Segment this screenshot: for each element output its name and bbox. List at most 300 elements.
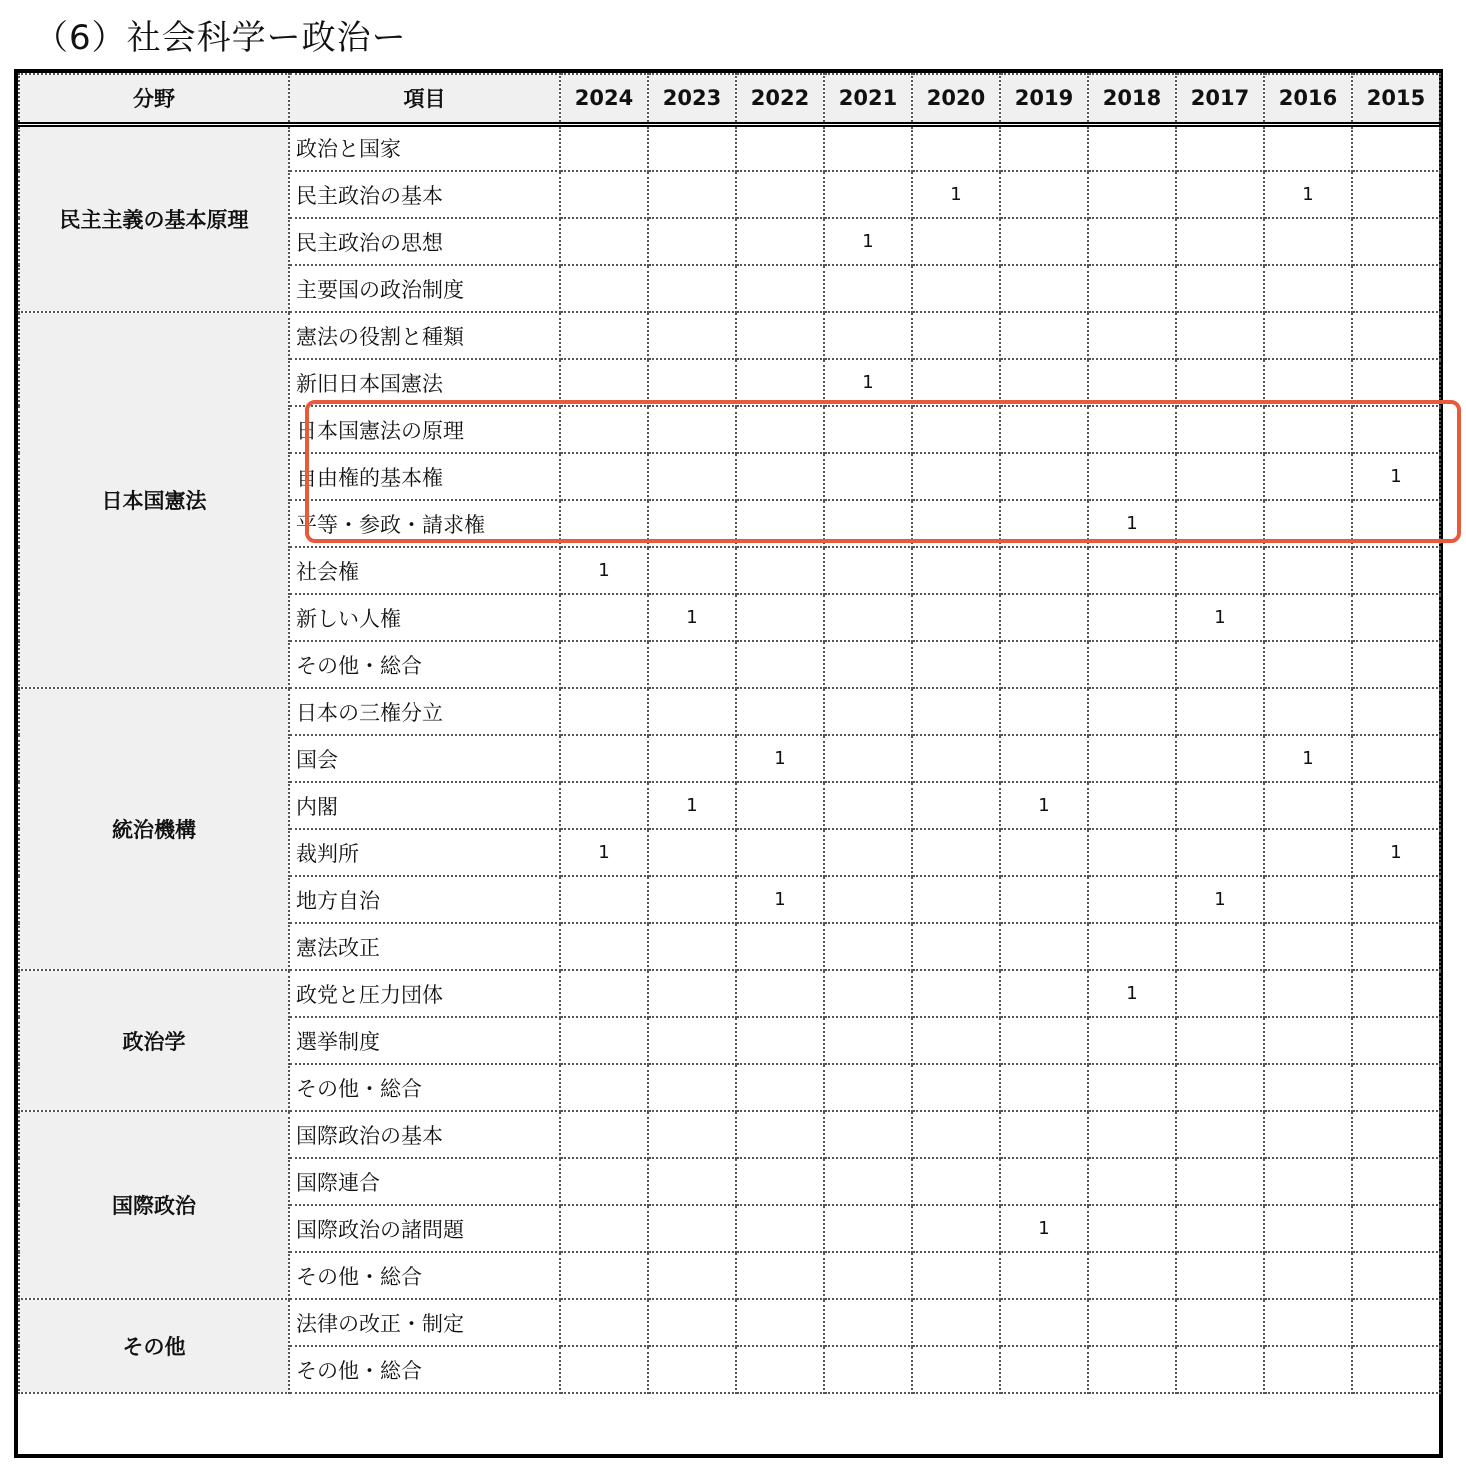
value-cell — [1176, 500, 1264, 547]
value-cell — [1264, 1252, 1352, 1299]
value-cell: 1 — [1088, 500, 1176, 547]
value-cell — [648, 970, 736, 1017]
value-cell — [1088, 453, 1176, 500]
value-cell — [1264, 1111, 1352, 1158]
value-cell — [1352, 1299, 1440, 1346]
value-cell — [648, 312, 736, 359]
value-cell — [648, 406, 736, 453]
table-row — [19, 124, 1440, 171]
value-cell — [824, 406, 912, 453]
value-cell: 1 — [1000, 1205, 1088, 1252]
value-cell — [1088, 1017, 1176, 1064]
value-cell — [736, 547, 824, 594]
value-cell — [1352, 312, 1440, 359]
value-cell — [1088, 594, 1176, 641]
value-cell — [1176, 547, 1264, 594]
value-cell — [912, 312, 1000, 359]
value-cell — [736, 500, 824, 547]
value-cell — [1088, 406, 1176, 453]
value-cell — [648, 1205, 736, 1252]
value-cell — [912, 641, 1000, 688]
value-cell — [1352, 876, 1440, 923]
section-label: 民主主義の基本原理 — [19, 124, 289, 312]
value-cell — [824, 876, 912, 923]
value-cell — [560, 265, 648, 312]
value-cell — [736, 124, 824, 171]
value-cell — [1264, 218, 1352, 265]
item-label: 地方自治 — [289, 876, 560, 923]
value-cell — [1088, 124, 1176, 171]
value-cell — [648, 453, 736, 500]
column-header-year: 2021 — [824, 74, 912, 124]
value-cell — [1352, 1205, 1440, 1252]
value-cell — [1264, 1158, 1352, 1205]
value-cell — [1352, 1064, 1440, 1111]
section-label: 政治学 — [19, 970, 289, 1111]
value-cell — [1088, 688, 1176, 735]
item-label: 内閣 — [289, 782, 560, 829]
value-cell — [1000, 1252, 1088, 1299]
value-cell — [1352, 171, 1440, 218]
value-cell: 1 — [1352, 453, 1440, 500]
value-cell — [912, 453, 1000, 500]
value-cell: 1 — [736, 876, 824, 923]
item-label: 民主政治の基本 — [289, 171, 560, 218]
value-cell — [912, 265, 1000, 312]
value-cell: 1 — [824, 359, 912, 406]
value-cell: 1 — [1352, 829, 1440, 876]
value-cell — [1264, 923, 1352, 970]
value-cell — [1088, 547, 1176, 594]
value-cell — [1264, 782, 1352, 829]
value-cell — [560, 1205, 648, 1252]
value-cell — [1352, 500, 1440, 547]
item-label: 選挙制度 — [289, 1017, 560, 1064]
value-cell — [1000, 1111, 1088, 1158]
value-cell — [560, 970, 648, 1017]
value-cell — [736, 923, 824, 970]
value-cell — [1000, 218, 1088, 265]
value-cell — [560, 406, 648, 453]
value-cell — [1264, 641, 1352, 688]
value-cell — [560, 124, 648, 171]
value-cell — [912, 547, 1000, 594]
item-label: 憲法の役割と種類 — [289, 312, 560, 359]
value-cell — [1176, 641, 1264, 688]
value-cell — [1000, 1158, 1088, 1205]
item-label: 政党と圧力団体 — [289, 970, 560, 1017]
value-cell — [1264, 688, 1352, 735]
table-grid — [18, 73, 1441, 1394]
item-label: 自由権的基本権 — [289, 453, 560, 500]
value-cell — [912, 1158, 1000, 1205]
value-cell — [736, 594, 824, 641]
value-cell — [1088, 359, 1176, 406]
value-cell — [1000, 265, 1088, 312]
value-cell — [736, 1346, 824, 1393]
value-cell — [1088, 829, 1176, 876]
column-header-year: 2023 — [648, 74, 736, 124]
value-cell — [824, 688, 912, 735]
value-cell — [1352, 782, 1440, 829]
value-cell — [1264, 500, 1352, 547]
value-cell — [1264, 124, 1352, 171]
value-cell — [736, 829, 824, 876]
value-cell — [1176, 1299, 1264, 1346]
value-cell — [1352, 124, 1440, 171]
table-row — [19, 970, 1440, 1017]
value-cell — [736, 1205, 824, 1252]
value-cell — [1352, 594, 1440, 641]
value-cell — [824, 923, 912, 970]
value-cell: 1 — [1264, 171, 1352, 218]
value-cell — [1352, 970, 1440, 1017]
value-cell — [1352, 735, 1440, 782]
value-cell — [824, 1252, 912, 1299]
value-cell: 1 — [1000, 782, 1088, 829]
value-cell — [824, 124, 912, 171]
value-cell — [1000, 923, 1088, 970]
value-cell — [1000, 1346, 1088, 1393]
value-cell — [824, 265, 912, 312]
value-cell — [1264, 1299, 1352, 1346]
section-label: 国際政治 — [19, 1111, 289, 1299]
value-cell — [1352, 218, 1440, 265]
column-header-year: 2015 — [1352, 74, 1440, 124]
value-cell — [1176, 782, 1264, 829]
value-cell — [1176, 124, 1264, 171]
value-cell: 1 — [1088, 970, 1176, 1017]
value-cell — [648, 829, 736, 876]
value-cell — [560, 923, 648, 970]
value-cell — [648, 500, 736, 547]
value-cell — [1000, 641, 1088, 688]
value-cell — [912, 688, 1000, 735]
value-cell — [648, 1111, 736, 1158]
value-cell — [1264, 1205, 1352, 1252]
value-cell — [736, 641, 824, 688]
value-cell — [824, 1158, 912, 1205]
value-cell — [912, 1299, 1000, 1346]
item-label: 日本の三権分立 — [289, 688, 560, 735]
value-cell — [1352, 359, 1440, 406]
item-label: 主要国の政治制度 — [289, 265, 560, 312]
value-cell — [560, 453, 648, 500]
item-label: 政治と国家 — [289, 124, 560, 171]
value-cell — [1264, 1017, 1352, 1064]
value-cell — [824, 171, 912, 218]
section-label: 統治機構 — [19, 688, 289, 970]
value-cell — [736, 1017, 824, 1064]
item-label: その他・総合 — [289, 1346, 560, 1393]
value-cell — [1088, 1252, 1176, 1299]
value-cell — [1264, 406, 1352, 453]
column-header-year: 2020 — [912, 74, 1000, 124]
value-cell — [1088, 876, 1176, 923]
value-cell — [1264, 265, 1352, 312]
value-cell — [1264, 970, 1352, 1017]
value-cell — [560, 312, 648, 359]
value-cell — [1352, 406, 1440, 453]
item-label: 民主政治の思想 — [289, 218, 560, 265]
value-cell — [912, 970, 1000, 1017]
value-cell — [824, 829, 912, 876]
value-cell — [1264, 359, 1352, 406]
value-cell — [912, 1205, 1000, 1252]
value-cell: 1 — [648, 594, 736, 641]
value-cell — [1088, 641, 1176, 688]
value-cell — [736, 1299, 824, 1346]
value-cell — [1088, 218, 1176, 265]
value-cell — [648, 688, 736, 735]
table-body — [19, 124, 1440, 1393]
value-cell — [1176, 1111, 1264, 1158]
value-cell — [824, 312, 912, 359]
value-cell — [1352, 1252, 1440, 1299]
value-cell — [1088, 1205, 1176, 1252]
value-cell — [824, 1346, 912, 1393]
value-cell — [824, 1017, 912, 1064]
value-cell — [1088, 923, 1176, 970]
value-cell: 1 — [912, 171, 1000, 218]
value-cell — [1088, 265, 1176, 312]
value-cell — [1000, 876, 1088, 923]
value-cell — [912, 500, 1000, 547]
value-cell — [736, 218, 824, 265]
value-cell — [1176, 1252, 1264, 1299]
value-cell — [648, 171, 736, 218]
value-cell — [1264, 876, 1352, 923]
value-cell — [1264, 453, 1352, 500]
value-cell — [560, 641, 648, 688]
value-cell — [1352, 1017, 1440, 1064]
value-cell — [1176, 359, 1264, 406]
value-cell: 1 — [560, 547, 648, 594]
value-cell — [1088, 171, 1176, 218]
value-cell — [648, 265, 736, 312]
value-cell: 1 — [1176, 594, 1264, 641]
value-cell — [912, 735, 1000, 782]
value-cell — [1000, 594, 1088, 641]
value-cell — [1352, 923, 1440, 970]
value-cell — [736, 453, 824, 500]
value-cell — [648, 218, 736, 265]
item-label: 新旧日本国憲法 — [289, 359, 560, 406]
value-cell — [560, 876, 648, 923]
value-cell — [1264, 547, 1352, 594]
table-row — [19, 312, 1440, 359]
value-cell — [648, 735, 736, 782]
value-cell — [560, 688, 648, 735]
value-cell — [1264, 829, 1352, 876]
value-cell — [912, 218, 1000, 265]
value-cell — [1352, 1111, 1440, 1158]
value-cell — [736, 1252, 824, 1299]
column-header-year: 2017 — [1176, 74, 1264, 124]
value-cell — [1000, 124, 1088, 171]
value-cell — [1264, 1064, 1352, 1111]
value-cell — [736, 171, 824, 218]
column-header-year: 2018 — [1088, 74, 1176, 124]
item-label: 国際連合 — [289, 1158, 560, 1205]
value-cell: 1 — [1264, 735, 1352, 782]
value-cell — [1000, 1064, 1088, 1111]
value-cell: 1 — [824, 218, 912, 265]
value-cell — [1176, 970, 1264, 1017]
value-cell: 1 — [1176, 876, 1264, 923]
value-cell — [912, 923, 1000, 970]
value-cell — [560, 735, 648, 782]
value-cell — [1088, 735, 1176, 782]
value-cell — [560, 500, 648, 547]
header-row — [19, 74, 1440, 124]
value-cell — [560, 1017, 648, 1064]
value-cell — [824, 1299, 912, 1346]
value-cell — [912, 1017, 1000, 1064]
value-cell — [1352, 1346, 1440, 1393]
value-cell — [648, 359, 736, 406]
value-cell — [1176, 1017, 1264, 1064]
value-cell — [648, 1299, 736, 1346]
value-cell — [1176, 265, 1264, 312]
value-cell — [824, 1111, 912, 1158]
value-cell — [1264, 1346, 1352, 1393]
item-label: 国際政治の基本 — [289, 1111, 560, 1158]
value-cell — [912, 1111, 1000, 1158]
value-cell — [1176, 1205, 1264, 1252]
value-cell — [912, 876, 1000, 923]
item-label: その他・総合 — [289, 641, 560, 688]
value-cell — [560, 594, 648, 641]
value-cell — [736, 265, 824, 312]
value-cell — [736, 359, 824, 406]
value-cell — [560, 1299, 648, 1346]
value-cell — [560, 1346, 648, 1393]
value-cell — [1176, 735, 1264, 782]
section-label: その他 — [19, 1299, 289, 1393]
value-cell — [912, 406, 1000, 453]
value-cell — [1176, 923, 1264, 970]
value-cell — [560, 1064, 648, 1111]
column-header-year: 2016 — [1264, 74, 1352, 124]
value-cell — [1000, 500, 1088, 547]
value-cell — [648, 1346, 736, 1393]
value-cell — [912, 782, 1000, 829]
column-header-item: 項目 — [289, 74, 560, 124]
value-cell — [1000, 735, 1088, 782]
value-cell — [912, 1252, 1000, 1299]
value-cell — [1264, 312, 1352, 359]
value-cell — [648, 1158, 736, 1205]
value-cell — [824, 453, 912, 500]
value-cell — [648, 1252, 736, 1299]
value-cell — [912, 829, 1000, 876]
value-cell — [824, 500, 912, 547]
value-cell — [1000, 1017, 1088, 1064]
topic-frequency-table — [14, 69, 1443, 1458]
value-cell — [648, 923, 736, 970]
value-cell — [1176, 688, 1264, 735]
column-header-year: 2022 — [736, 74, 824, 124]
value-cell — [1352, 641, 1440, 688]
item-label: 国際政治の諸問題 — [289, 1205, 560, 1252]
value-cell — [1088, 1064, 1176, 1111]
value-cell — [560, 1158, 648, 1205]
value-cell — [1176, 1346, 1264, 1393]
item-label: 裁判所 — [289, 829, 560, 876]
value-cell — [1000, 359, 1088, 406]
value-cell — [1000, 829, 1088, 876]
value-cell — [1088, 312, 1176, 359]
column-header-section: 分野 — [19, 74, 289, 124]
table-row — [19, 1299, 1440, 1346]
value-cell — [560, 1252, 648, 1299]
value-cell — [1088, 1158, 1176, 1205]
value-cell — [1088, 1346, 1176, 1393]
value-cell — [824, 1205, 912, 1252]
column-header-year: 2019 — [1000, 74, 1088, 124]
value-cell — [824, 782, 912, 829]
value-cell — [824, 594, 912, 641]
value-cell — [1000, 312, 1088, 359]
item-label: 憲法改正 — [289, 923, 560, 970]
value-cell — [1088, 782, 1176, 829]
value-cell — [1000, 453, 1088, 500]
section-label: 日本国憲法 — [19, 312, 289, 688]
value-cell — [1088, 1111, 1176, 1158]
value-cell: 1 — [560, 829, 648, 876]
value-cell — [648, 1064, 736, 1111]
item-label: 社会権 — [289, 547, 560, 594]
value-cell — [1000, 688, 1088, 735]
value-cell — [648, 876, 736, 923]
value-cell: 1 — [736, 735, 824, 782]
value-cell — [1352, 547, 1440, 594]
value-cell — [1176, 1064, 1264, 1111]
value-cell — [736, 970, 824, 1017]
value-cell — [1176, 171, 1264, 218]
value-cell — [648, 547, 736, 594]
value-cell — [1000, 406, 1088, 453]
value-cell — [560, 359, 648, 406]
value-cell — [1000, 1299, 1088, 1346]
value-cell — [736, 406, 824, 453]
value-cell — [1352, 1158, 1440, 1205]
value-cell — [824, 735, 912, 782]
table-row — [19, 688, 1440, 735]
value-cell — [1352, 265, 1440, 312]
item-label: 法律の改正・制定 — [289, 1299, 560, 1346]
value-cell — [824, 970, 912, 1017]
value-cell — [1176, 829, 1264, 876]
value-cell — [648, 641, 736, 688]
item-label: 新しい人権 — [289, 594, 560, 641]
value-cell — [1352, 688, 1440, 735]
table-row — [19, 1111, 1440, 1158]
value-cell — [1088, 1299, 1176, 1346]
value-cell — [736, 688, 824, 735]
value-cell — [736, 1064, 824, 1111]
value-cell — [912, 594, 1000, 641]
value-cell — [1000, 171, 1088, 218]
value-cell — [560, 218, 648, 265]
value-cell — [1176, 406, 1264, 453]
value-cell — [560, 171, 648, 218]
value-cell — [912, 124, 1000, 171]
value-cell — [736, 1158, 824, 1205]
value-cell — [1000, 970, 1088, 1017]
value-cell — [1176, 218, 1264, 265]
